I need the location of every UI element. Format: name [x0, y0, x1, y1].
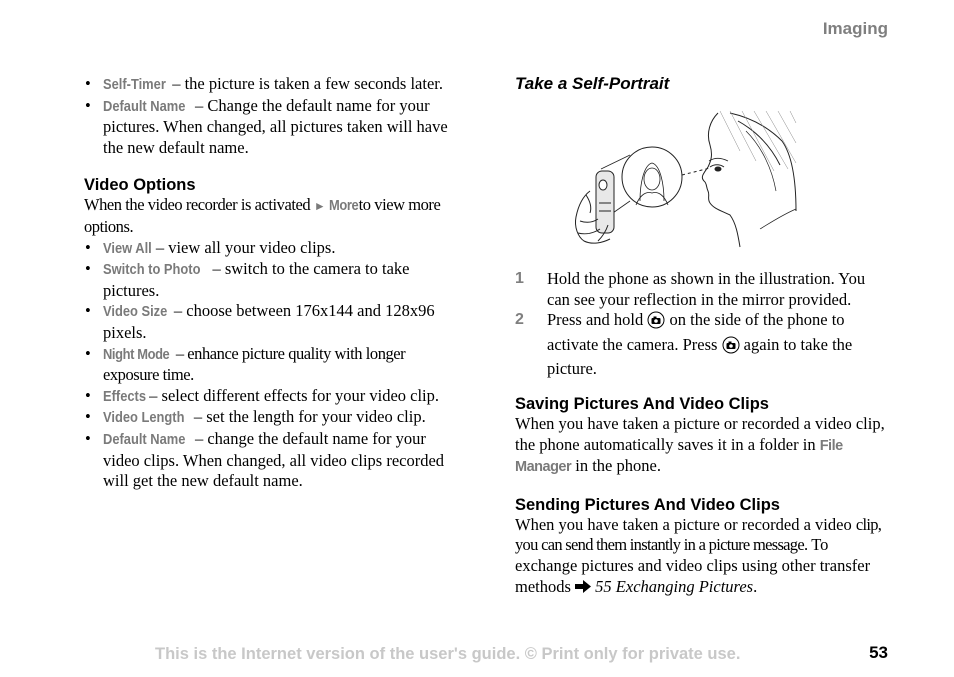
menu-term: Video Length [103, 409, 185, 427]
menu-arrow-icon: ► [313, 199, 326, 214]
menu-term: Night Mode [103, 345, 170, 363]
menu-term: Video Size [103, 303, 168, 321]
menu-term: Default Name [103, 97, 186, 115]
sending-heading: Sending Pictures And Video Clips [515, 495, 780, 514]
saving-text: When you have taken a picture or recorded a video clip, the phone automatically saves it in a folder in File Manager in the phone. [515, 413, 885, 476]
list-item: • Video Length – set the length for your video clip. [84, 407, 464, 429]
menu-term: Self-Timer [103, 76, 166, 93]
list-item: • Effects – select different effects for your video clip. [84, 386, 464, 408]
footer-note: This is the Internet version of the user's guide. © Print only for private use. [155, 645, 741, 663]
step-list [515, 269, 890, 380]
menu-term: More [328, 197, 359, 215]
self-portrait-heading: Take a Self-Portrait [515, 74, 670, 93]
saving-heading: Saving Pictures And Video Clips [515, 394, 769, 413]
self-portrait-illustration [570, 111, 797, 248]
item-text: – the picture is taken a few seconds later. [168, 74, 443, 93]
list-item: • View All – view all your video clips. [84, 238, 464, 260]
step-item: 2 Press and hold on the side of the phone to activate the camera. Press again to take the picture. [515, 310, 853, 379]
list-item [84, 96, 464, 159]
right-column [515, 74, 890, 597]
menu-term: File Manager [515, 437, 843, 476]
video-option-list [84, 238, 464, 492]
list-item: • Switch to Photo – switch to the camera to take pictures. [84, 259, 464, 301]
menu-term: Effects [103, 387, 147, 405]
video-options-heading: Video Options [84, 176, 196, 195]
menu-term: Switch to Photo [103, 261, 201, 279]
item-text: – Change the default name for your pictures. When changed, all pictures taken will have the new default name. [103, 95, 448, 157]
step-number: 2 [515, 311, 524, 329]
page-reference[interactable]: 55 Exchanging Pictures [595, 576, 754, 596]
menu-term: Default Name [103, 430, 186, 448]
list-item: • Night Mode – enhance picture quality with longer exposure time. [84, 344, 464, 386]
list-item [84, 74, 464, 96]
sending-text: When you have taken a picture or recorded a video clip, you can send them instantly in a picture message. To exchange pictures and video clips using other transfer methods 55 Exchanging Pictures. [515, 514, 882, 596]
page-number: 53 [869, 643, 888, 662]
option-list [84, 74, 464, 158]
left-column [84, 74, 464, 492]
step-number: 1 [515, 270, 524, 287]
video-options-intro: When the video recorder is activated ► More to view more options. [84, 195, 441, 236]
camera-key-icon [647, 311, 665, 335]
menu-term: View All [103, 239, 152, 257]
list-item: • Default Name – change the default name for your video clips. When changed, all video clips recorded will get the new default name. [84, 429, 464, 492]
step-item: 1 Hold the phone as shown in the illustration. You can see your reflection in the mirror provided. [515, 269, 866, 309]
section-title: Imaging [822, 19, 888, 38]
reference-arrow-icon [575, 577, 591, 596]
camera-key-icon [722, 336, 740, 360]
list-item: • Video Size – choose between 176x144 and 128x96 pixels. [84, 301, 464, 343]
